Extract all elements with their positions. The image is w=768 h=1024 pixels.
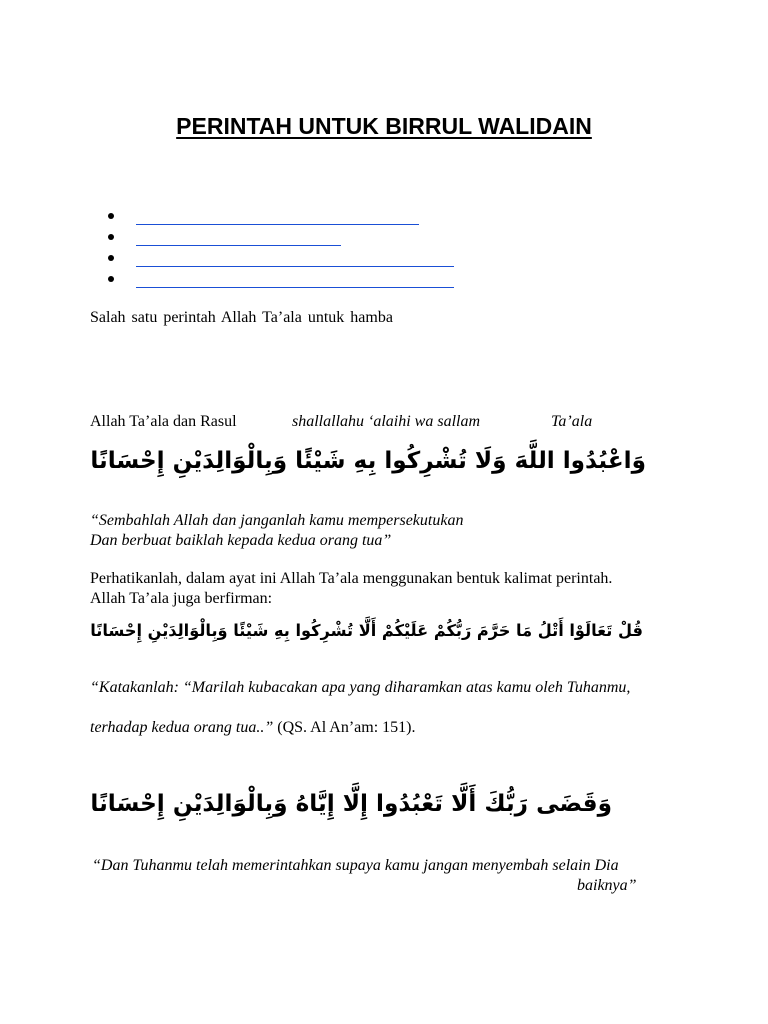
intro-paragraph: Salah satu perintah Allah Ta’ala untuk hamba bbox=[90, 309, 393, 326]
verse-1-translation-line-2: Dan berbuat baiklah kepada kedua orang tua” bbox=[90, 532, 392, 549]
verse-2-translation-line-2 bbox=[90, 718, 415, 738]
bullet-icon bbox=[108, 213, 114, 219]
bullet-icon bbox=[108, 276, 114, 282]
verse-3-translation-line-1: “Dan Tuhanmu telah memerintahkan supaya kamu jangan menyembah selain Dia bbox=[92, 857, 619, 874]
verse-1-translation-line-1: “Sembahlah Allah dan janganlah kamu mempersekutukan bbox=[90, 512, 464, 529]
rasul-line-part2: shallallahu ‘alaihi wa sallam bbox=[292, 413, 481, 430]
paragraph-2-line-2: Allah Ta’ala juga berfirman: bbox=[90, 590, 273, 607]
rasul-line-part3: Ta’ala bbox=[551, 413, 593, 430]
verse-3-arabic: وَقَضَى رَبُّكَ أَلَّا تَعْبُدُوا إِلَّا إِيَّاهُ وَبِالْوَالِدَيْنِ إِحْسَانًا bbox=[90, 790, 612, 817]
verse-2-arabic: قُلْ تَعَالَوْا أَتْلُ مَا حَرَّمَ رَبُّكُمْ عَلَيْكُمْ أَلَّا تُشْرِكُوا بِهِ شَيْئًا وَبِالْوَالِدَيْنِ إِحْسَانًا bbox=[90, 621, 643, 640]
verse-2-translation-line-1: “Katakanlah: “Marilah kubacakan apa yang diharamkan atas kamu oleh Tuhanmu, bbox=[90, 679, 631, 696]
toc-link[interactable] bbox=[136, 250, 454, 267]
verse-2-reference: (QS. Al An’am: 151). bbox=[273, 719, 416, 736]
bullet-icon bbox=[108, 234, 114, 240]
rasul-line-part1: Allah Ta’ala dan Rasul bbox=[90, 413, 237, 430]
paragraph-2-line-1: Perhatikanlah, dalam ayat ini Allah Ta’ala menggunakan bentuk kalimat perintah. bbox=[90, 570, 613, 587]
page-title-wrapper bbox=[0, 113, 768, 140]
verse-3-translation-line-2: baiknya” bbox=[577, 877, 637, 894]
toc-link[interactable] bbox=[136, 229, 341, 246]
toc-link[interactable] bbox=[136, 271, 454, 288]
verse-1-arabic: وَاعْبُدُوا اللَّهَ وَلَا تُشْرِكُوا بِهِ شَيْئًا وَبِالْوَالِدَيْنِ إِحْسَانًا bbox=[90, 448, 646, 474]
bullet-icon bbox=[108, 255, 114, 261]
verse-2-translation-italic: terhadap kedua orang tua..” bbox=[90, 719, 274, 736]
toc-link[interactable] bbox=[136, 208, 419, 225]
page-title: PERINTAH UNTUK BIRRUL WALIDAIN bbox=[176, 113, 592, 139]
